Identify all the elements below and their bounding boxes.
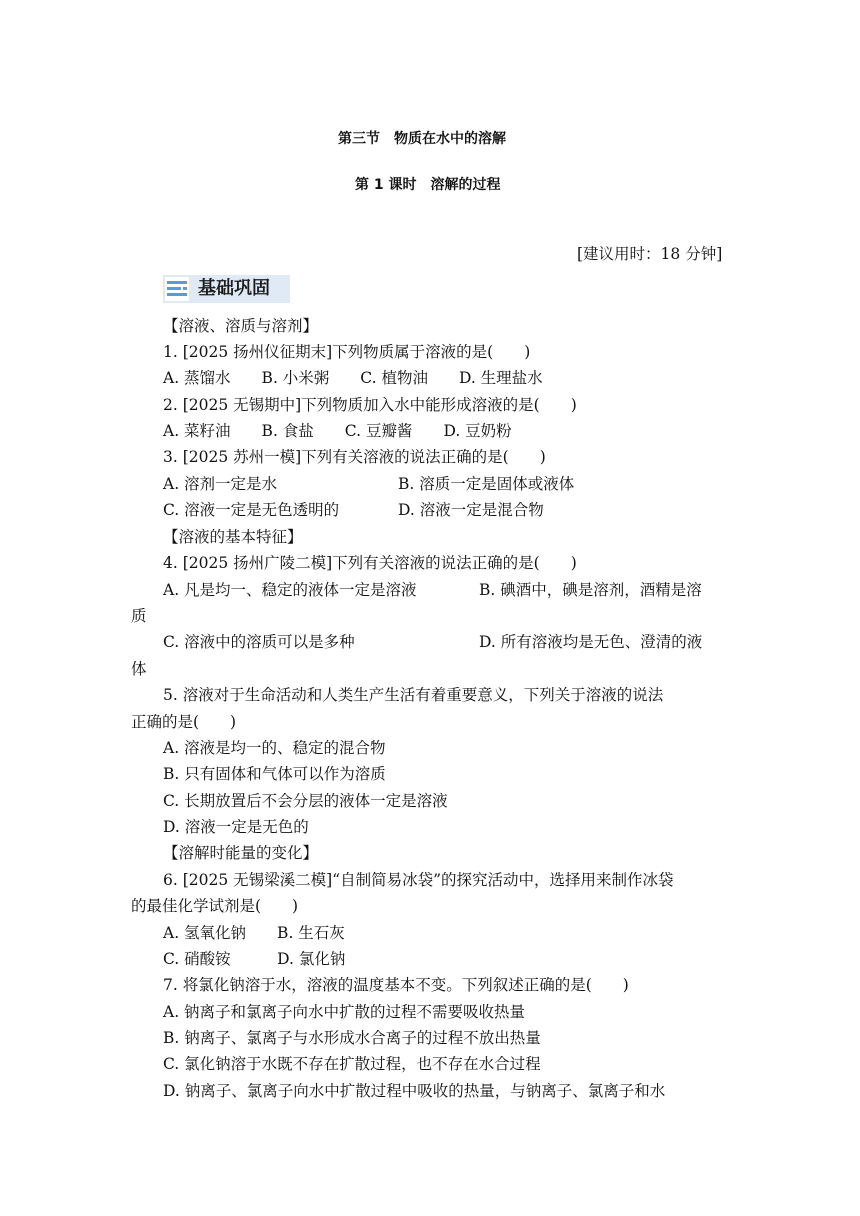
section-badge — [163, 275, 290, 303]
list-lines-icon — [165, 277, 189, 301]
option-a: A. 钠离子和氯离子向水中扩散的过程不需要吸收热量 — [163, 1003, 526, 1021]
option-d: D. 所有溶液均是无色、澄清的液 — [479, 633, 703, 651]
option-b: B. 碘酒中，碘是溶剂，酒精是溶 — [479, 581, 702, 599]
topic-heading: 【溶液的基本特征】 — [163, 528, 303, 546]
lesson-title: 第 1 课时 溶解的过程 — [355, 177, 501, 193]
option-c: C. 溶液一定是无色透明的 — [163, 501, 340, 519]
option-d: D. 钠离子、氯离子向水中扩散过程中吸收的热量，与钠离子、氯离子和水 — [163, 1082, 666, 1100]
options-cd: C. 硝酸铵 D. 氯化钠 — [163, 950, 346, 968]
question-options: A. 蒸馏水 B. 小米粥 C. 植物油 D. 生理盐水 — [163, 369, 543, 387]
question-stem: 5. 溶液对于生命活动和人类生产生活有着重要意义，下列关于溶液的说法 — [163, 686, 664, 704]
question-stem: 1. [2025 扬州仪征期末]下列物质属于溶液的是( ) — [163, 343, 531, 361]
option-c: C. 溶液中的溶质可以是多种 — [163, 633, 355, 651]
question-stem: 7. 将氯化钠溶于水，溶液的温度基本不变。下列叙述正确的是( ) — [163, 976, 629, 994]
option-d: D. 溶液一定是无色的 — [163, 818, 309, 836]
topic-heading: 【溶解时能量的变化】 — [163, 844, 319, 862]
option-d-continued: 体 — [131, 660, 147, 678]
option-d: D. 溶液一定是混合物 — [398, 501, 544, 519]
question-stem: 3. [2025 苏州一模]下列有关溶液的说法正确的是( ) — [163, 448, 546, 466]
option-a: A. 溶液是均一的、稳定的混合物 — [163, 739, 386, 757]
option-b: B. 钠离子、氯离子与水形成水合离子的过程不放出热量 — [163, 1029, 541, 1047]
section-title: 第三节 物质在水中的溶解 — [338, 131, 506, 147]
option-b: B. 溶质一定是固体或液体 — [398, 475, 575, 493]
option-a: A. 凡是均一、稳定的液体一定是溶液 — [163, 581, 417, 599]
question-stem: 6. [2025 无锡梁溪二模]“自制简易冰袋”的探究活动中，选择用来制作冰袋 — [163, 871, 674, 889]
option-b: B. 只有固体和气体可以作为溶质 — [163, 765, 386, 783]
topic-heading: 【溶液、溶质与溶剂】 — [163, 317, 319, 335]
question-stem-continued: 的最佳化学试剂是( ) — [131, 897, 299, 915]
question-stem: 2. [2025 无锡期中]下列物质加入水中能形成溶液的是( ) — [163, 396, 577, 414]
option-a: A. 溶剂一定是水 — [163, 475, 278, 493]
option-c: C. 氯化钠溶于水既不存在扩散过程，也不存在水合过程 — [163, 1055, 541, 1073]
option-c: C. 长期放置后不会分层的液体一定是溶液 — [163, 792, 448, 810]
question-options: A. 菜籽油 B. 食盐 C. 豆瓣酱 D. 豆奶粉 — [163, 422, 512, 440]
option-b-continued: 质 — [131, 607, 147, 625]
options-ab: A. 氢氧化钠 B. 生石灰 — [163, 924, 345, 942]
suggested-time: [建议用时：18 分钟] — [577, 245, 723, 263]
badge-label: 基础巩固 — [198, 278, 270, 299]
question-stem: 4. [2025 扬州广陵二模]下列有关溶液的说法正确的是( ) — [163, 554, 577, 572]
question-stem-continued: 正确的是( ) — [131, 713, 237, 731]
